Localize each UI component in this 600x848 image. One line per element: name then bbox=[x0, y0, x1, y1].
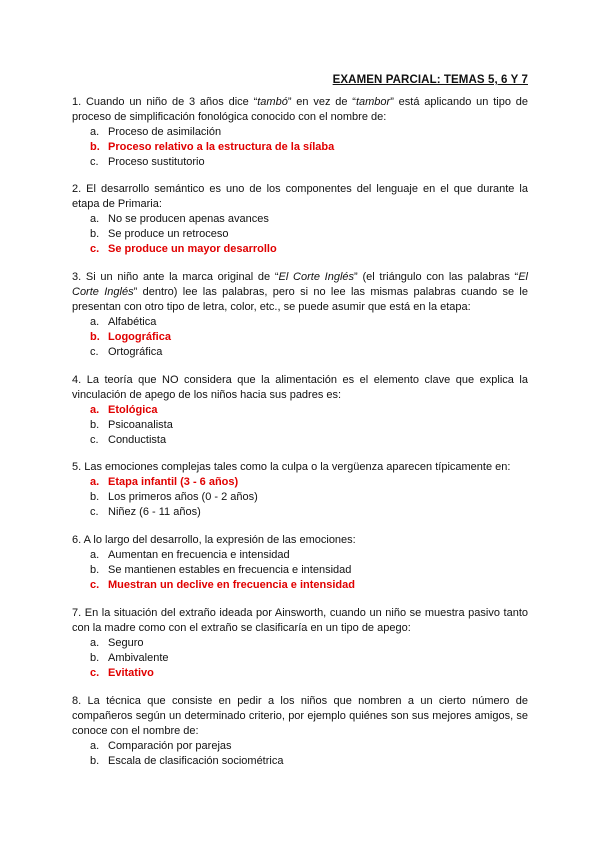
question-8-text: 8. La técnica que consiste en pedir a los niños que nombren a un cierto número de compañeros según un determinado criterio, por ejemplo quiénes son sus mejores amigos, se conoce con el nombre de: bbox=[72, 695, 528, 737]
question-1 bbox=[72, 95, 528, 170]
option-7a: a. Seguro bbox=[90, 637, 144, 649]
option-6c-correct: c. Muestran un declive en frecuencia e intensidad bbox=[90, 579, 355, 591]
option-2c-correct: c. Se produce un mayor desarrollo bbox=[90, 243, 277, 255]
option-5b: b. Los primeros años (0 - 2 años) bbox=[90, 491, 258, 503]
option-8b: b. Escala de clasificación sociométrica bbox=[90, 755, 284, 767]
option-4c: c. Conductista bbox=[90, 434, 167, 446]
option-5a-correct: a. Etapa infantil (3 - 6 años) bbox=[90, 476, 239, 488]
option-6b: b. Se mantienen estables en frecuencia e intensidad bbox=[90, 564, 352, 576]
question-8 bbox=[72, 694, 528, 769]
option-8a: a. Comparación por parejas bbox=[90, 740, 232, 752]
option-3c: c. Ortográfica bbox=[90, 346, 163, 358]
question-2-text: 2. El desarrollo semántico es uno de los componentes del lenguaje en el que durante la etapa de Primaria: bbox=[72, 183, 528, 210]
option-1b-correct: b. Proceso relativo a la estructura de la sílaba bbox=[90, 141, 335, 153]
option-4a-correct: a. Etológica bbox=[90, 404, 158, 416]
exam-title: EXAMEN PARCIAL: TEMAS 5, 6 Y 7 bbox=[332, 74, 528, 86]
question-6-text: 6. A lo largo del desarrollo, la expresión de las emociones: bbox=[72, 534, 356, 546]
option-1c: c. Proceso sustitutorio bbox=[90, 156, 205, 168]
question-4 bbox=[72, 373, 528, 448]
option-4b: b. Psicoanalista bbox=[90, 419, 173, 431]
question-6 bbox=[72, 533, 528, 593]
option-3a: a. Alfabética bbox=[90, 316, 157, 328]
question-5 bbox=[72, 460, 528, 520]
question-2 bbox=[72, 182, 528, 257]
option-7b: b. Ambivalente bbox=[90, 652, 169, 664]
option-5c: c. Niñez (6 - 11 años) bbox=[90, 506, 201, 518]
option-7c-correct: c. Evitativo bbox=[90, 667, 154, 679]
question-3 bbox=[72, 270, 528, 360]
question-5-text: 5. Las emociones complejas tales como la culpa o la vergüenza aparecen típicamente en: bbox=[72, 461, 511, 473]
option-2a: a. No se producen apenas avances bbox=[90, 213, 269, 225]
question-7-text: 7. En la situación del extraño ideada por Ainsworth, cuando un niño se muestra pasivo tanto con la madre como con el extraño se clasificaría en un tipo de apego: bbox=[72, 607, 528, 634]
question-3-text: 3. Si un niño ante la marca original de “El Corte Inglés” (el triángulo con las palabras “El Corte Inglés” dentro) lee las palabras, pero si no lee las mismas palabras cuando se le presentan con otro tipo de letra, color, etc., se puede asumir que está en la etapa: bbox=[72, 271, 528, 313]
option-1a: a. Proceso de asimilación bbox=[90, 126, 222, 138]
option-6a: a. Aumentan en frecuencia e intensidad bbox=[90, 549, 290, 561]
question-7 bbox=[72, 606, 528, 681]
question-4-text: 4. La teoría que NO considera que la alimentación es el elemento clave que explica la vinculación de apego de los niños hacia sus padres es: bbox=[72, 374, 528, 401]
option-3b-correct: b. Logográfica bbox=[90, 331, 171, 343]
question-1-text: 1. Cuando un niño de 3 años dice “tambó” en vez de “tambor” está aplicando un tipo de proceso de simplificación fonológica conocido con el nombre de: bbox=[72, 96, 528, 123]
option-2b: b. Se produce un retroceso bbox=[90, 228, 229, 240]
